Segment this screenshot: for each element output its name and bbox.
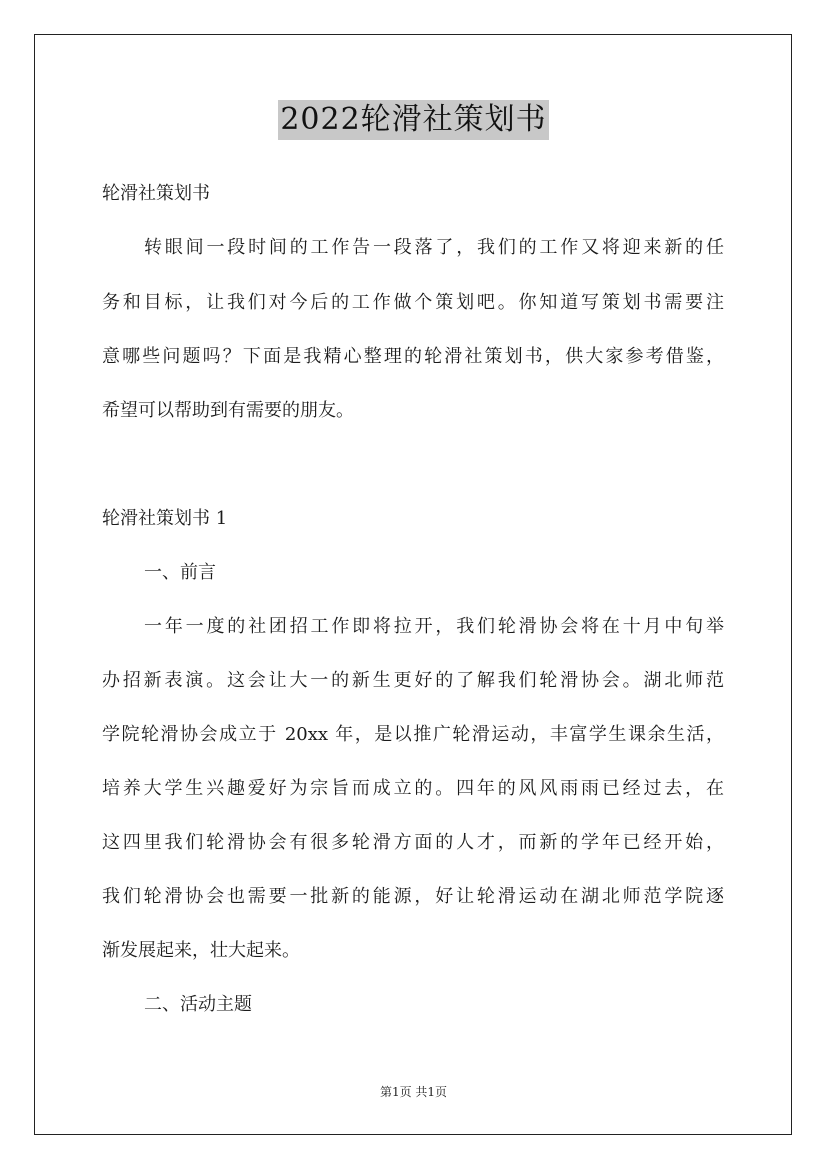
body-line: 办招新表演。这会让大一的新生更好的了解我们轮滑协会。湖北师范 (102, 670, 724, 691)
intro-line: 务和目标，让我们对今后的工作做个策划吧。你知道写策划书需要注 (102, 292, 724, 313)
body-line: 这四里我们轮滑协会有很多轮滑方面的人才，而新的学年已经开始， (102, 832, 724, 853)
intro-line: 转眼间一段时间的工作告一段落了，我们的工作又将迎来新的任 (144, 237, 724, 258)
heading-preface: 一、前言 (144, 562, 216, 583)
body-line: 学院轮滑协会成立于 20xx 年，是以推广轮滑运动，丰富学生课余生活， (102, 724, 724, 745)
subtitle: 轮滑社策划书 (102, 183, 210, 204)
body-line: 培养大学生兴趣爱好为宗旨而成立的。四年的风风雨雨已经过去，在 (102, 778, 724, 799)
document-title: 2022轮滑社策划书 (278, 100, 548, 140)
body-line: 一年一度的社团招工作即将拉开，我们轮滑协会将在十月中旬举 (144, 616, 724, 637)
title-container (0, 100, 827, 140)
body-line: 我们轮滑协会也需要一批新的能源，好让轮滑运动在湖北师范学院逐 (102, 886, 724, 907)
intro-line: 希望可以帮助到有需要的朋友。 (102, 400, 354, 421)
section-title: 轮滑社策划书 1 (102, 508, 228, 529)
page-footer: 第1页 共1页 (379, 1085, 448, 1099)
heading-theme: 二、活动主题 (144, 994, 252, 1015)
body-line: 渐发展起来，壮大起来。 (102, 940, 300, 961)
intro-line: 意哪些问题吗？下面是我精心整理的轮滑社策划书，供大家参考借鉴， (102, 346, 724, 367)
